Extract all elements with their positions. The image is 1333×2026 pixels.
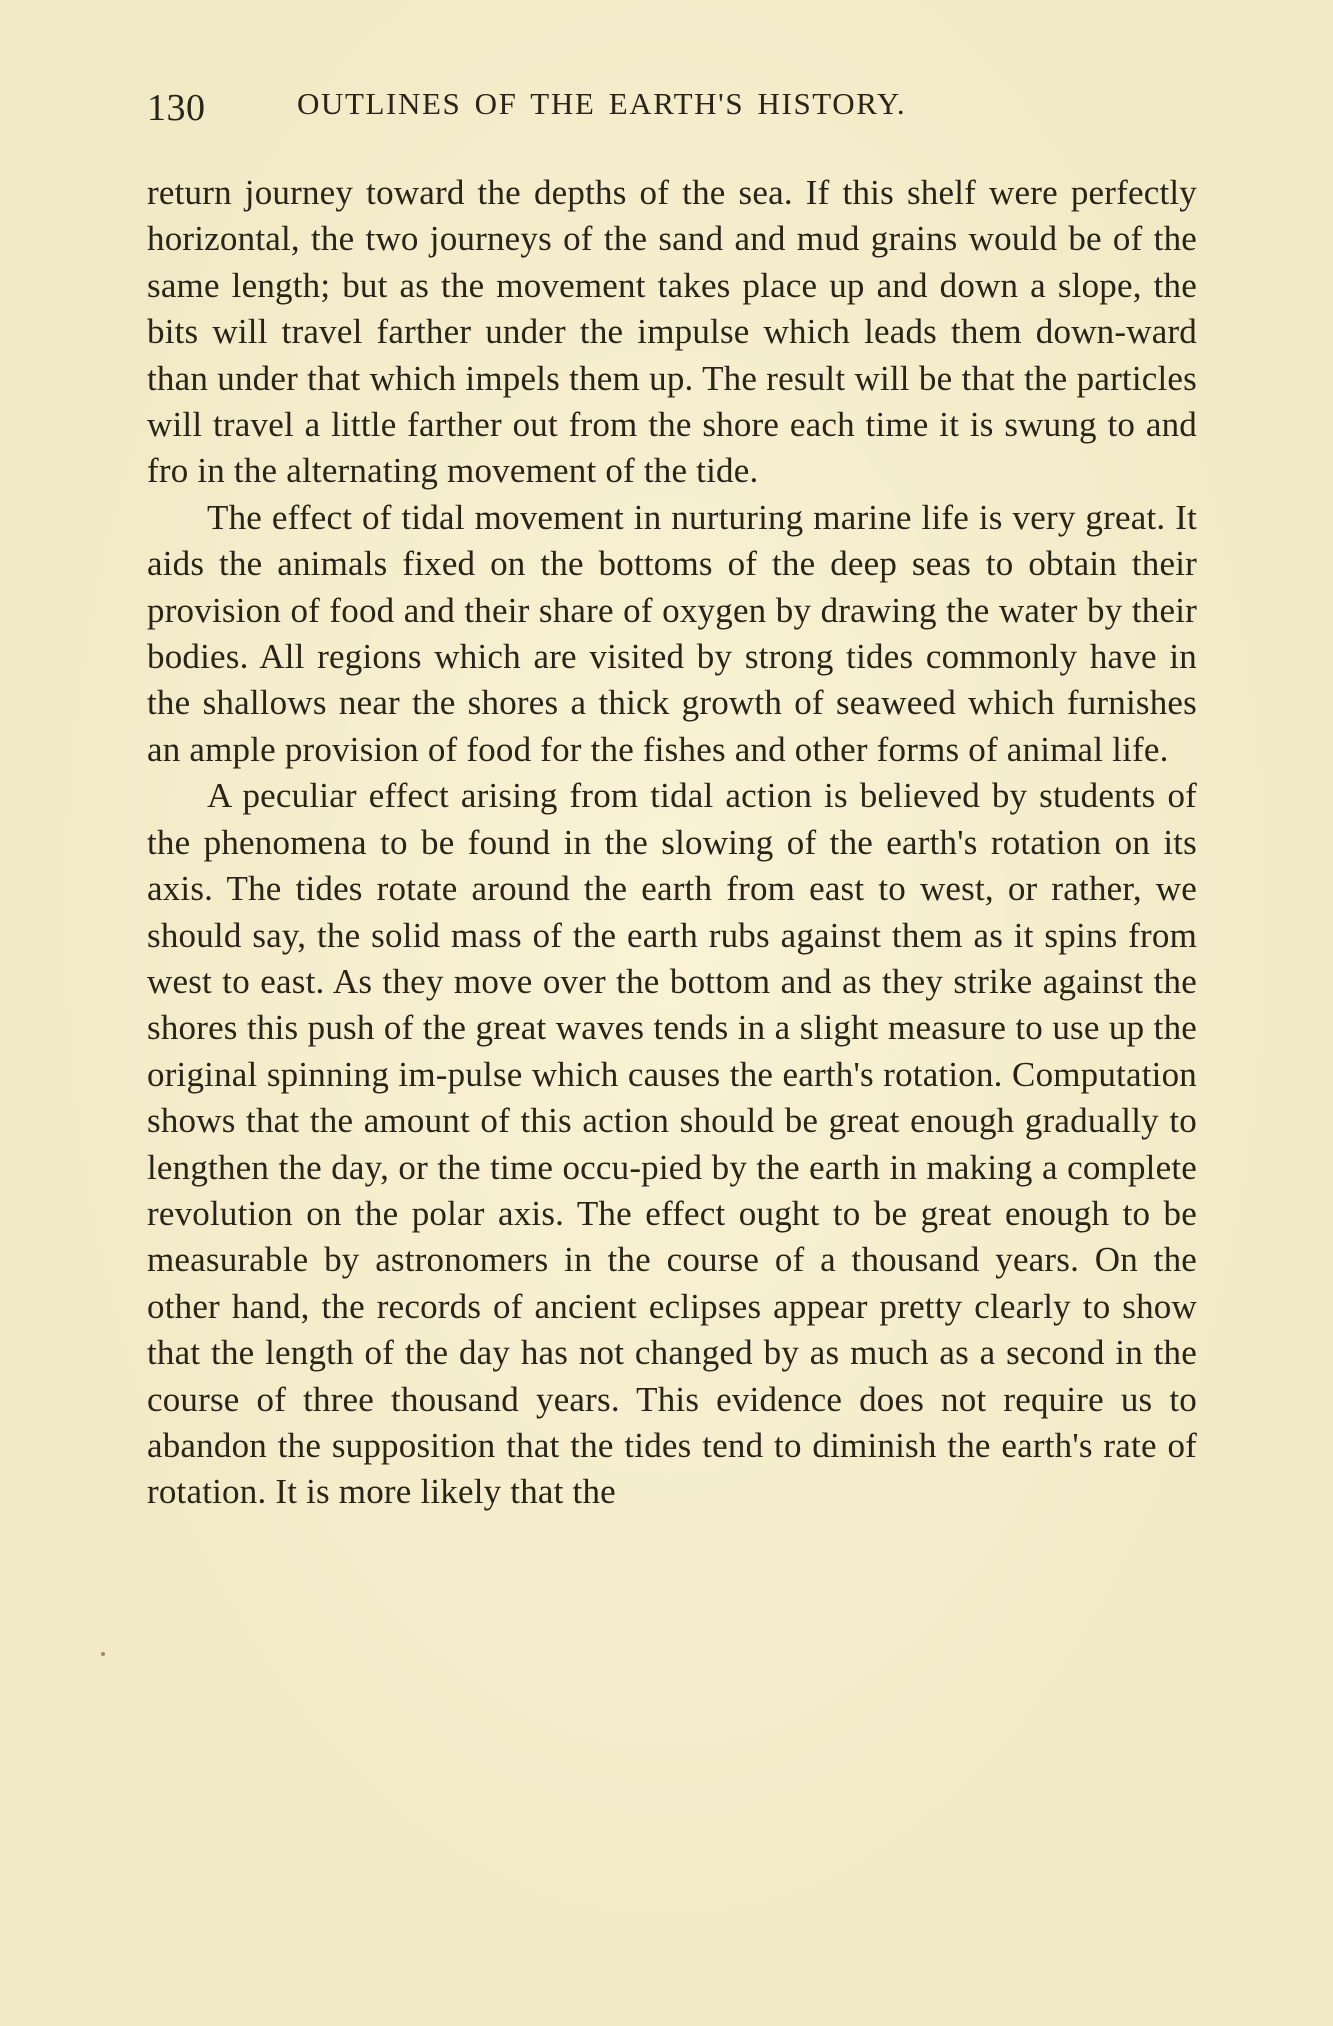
paper-speck <box>101 1652 105 1656</box>
paragraph-marine-life: The effect of tidal movement in nurturing marine life is very great. It aids the animals fixed on the bottoms of the deep seas to obtain their provision of food and their share of oxygen by drawing the water by their bodies. All regions which are visited by strong tides commonly have in the shallows near the shores a thick growth of seaweed which furnishes an ample provision of food for the fishes and other forms of animal life. <box>147 497 1197 769</box>
paragraph-tidal-drift: return journey toward the depths of the sea. If this shelf were perfectly horizontal, the two journeys of the sand and mud grains would be of the same length; but as the movement takes place up and down a slope, the bits will travel farther under the impulse which leads them down-ward than under that which impels them up. The result will be that the particles will travel a little farther out from the shore each time it is swung to and fro in the alternating movement of the tide. <box>147 173 1197 491</box>
page-number: 130 <box>147 87 206 129</box>
page-header <box>147 78 1197 138</box>
paragraph-earth-rotation: A peculiar effect arising from tidal action is believed by students of the phenomena to be found in the slowing of the earth's rotation on its axis. The tides rotate around the earth from east to west, or rather, we should say, the solid mass of the earth rubs against them as it spins from west to east. As they move over the bottom and as they strike against the shores this push of the great waves tends in a slight measure to use up the original spinning im-pulse which causes the earth's rotation. Computation shows that the amount of this action should be great enough gradually to lengthen the day, or the time occu-pied by the earth in making a complete revolution on the polar axis. The effect ought to be great enough to be measurable by astronomers in the course of a thousand years. On the other hand, the records of ancient eclipses appear pretty clearly to show that the length of the day has not changed by as much as a second in the course of three thousand years. This evidence does not require us to abandon the supposition that the tides tend to diminish the earth's rate of rotation. It is more likely that the <box>147 776 1197 1512</box>
body-text <box>147 170 1197 1516</box>
running-head: OUTLINES OF THE EARTH'S HISTORY. <box>297 86 907 121</box>
